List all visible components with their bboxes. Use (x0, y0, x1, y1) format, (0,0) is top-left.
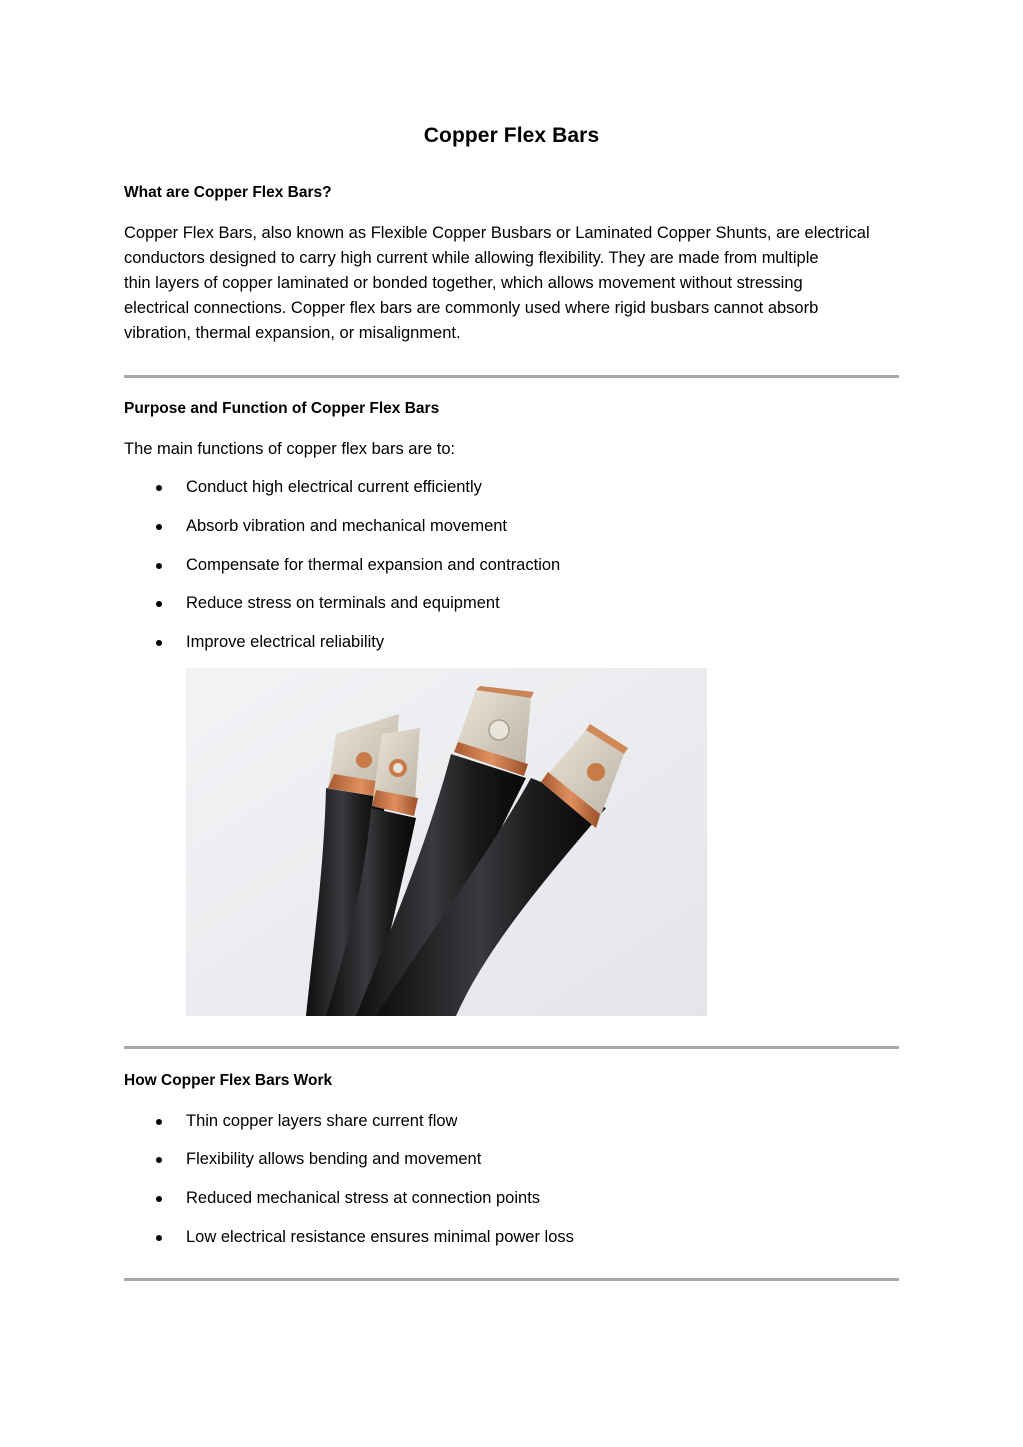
paragraph-line: Copper Flex Bars, also known as Flexible Copper Busbars or Laminated Copper Shunts, are electrical (124, 224, 870, 242)
list-item-text: Improve electrical reliability (186, 633, 385, 651)
bullet-icon (156, 1157, 162, 1163)
list-item-text: Low electrical resistance ensures minimal power loss (186, 1228, 574, 1246)
paragraph-line: electrical connections. Copper flex bars are commonly used where rigid busbars cannot absorb (124, 299, 819, 317)
list-item-text: Conduct high electrical current efficiently (186, 478, 482, 496)
paragraph-line: vibration, thermal expansion, or misalignment. (124, 324, 461, 342)
bullet-icon (156, 640, 162, 646)
bullet-icon (156, 1235, 162, 1241)
bullet-icon (156, 1119, 162, 1125)
paragraph-line: conductors designed to carry high current while allowing flexibility. They are made from multiple (124, 249, 819, 267)
section-heading-purpose: Purpose and Function of Copper Flex Bars (124, 400, 440, 417)
section-divider (124, 375, 899, 378)
paragraph-line: thin layers of copper laminated or bonded together, which allows movement without stressing (124, 274, 803, 292)
list-item-text: Flexibility allows bending and movement (186, 1150, 482, 1168)
page-title: Copper Flex Bars (423, 124, 600, 147)
list-item-text: Reduced mechanical stress at connection points (186, 1189, 541, 1207)
bullet-icon (156, 601, 162, 607)
bullet-icon (156, 524, 162, 530)
list-item-text: Reduce stress on terminals and equipment (186, 594, 500, 612)
bullet-icon (156, 485, 162, 491)
bullet-icon (156, 1196, 162, 1202)
copper-flex-bars-photo (186, 668, 707, 1016)
section-heading-how: How Copper Flex Bars Work (124, 1072, 333, 1089)
list-item-text: Compensate for thermal expansion and contraction (186, 556, 561, 574)
section-divider (124, 1046, 899, 1049)
bullet-icon (156, 563, 162, 569)
list-item-text: Absorb vibration and mechanical movement (186, 517, 508, 535)
section-heading-what: What are Copper Flex Bars? (124, 184, 332, 201)
list-item-text: Thin copper layers share current flow (186, 1112, 458, 1130)
purpose-intro: The main functions of copper flex bars are to: (124, 440, 456, 458)
what-paragraph (124, 221, 899, 346)
section-divider (124, 1278, 899, 1281)
